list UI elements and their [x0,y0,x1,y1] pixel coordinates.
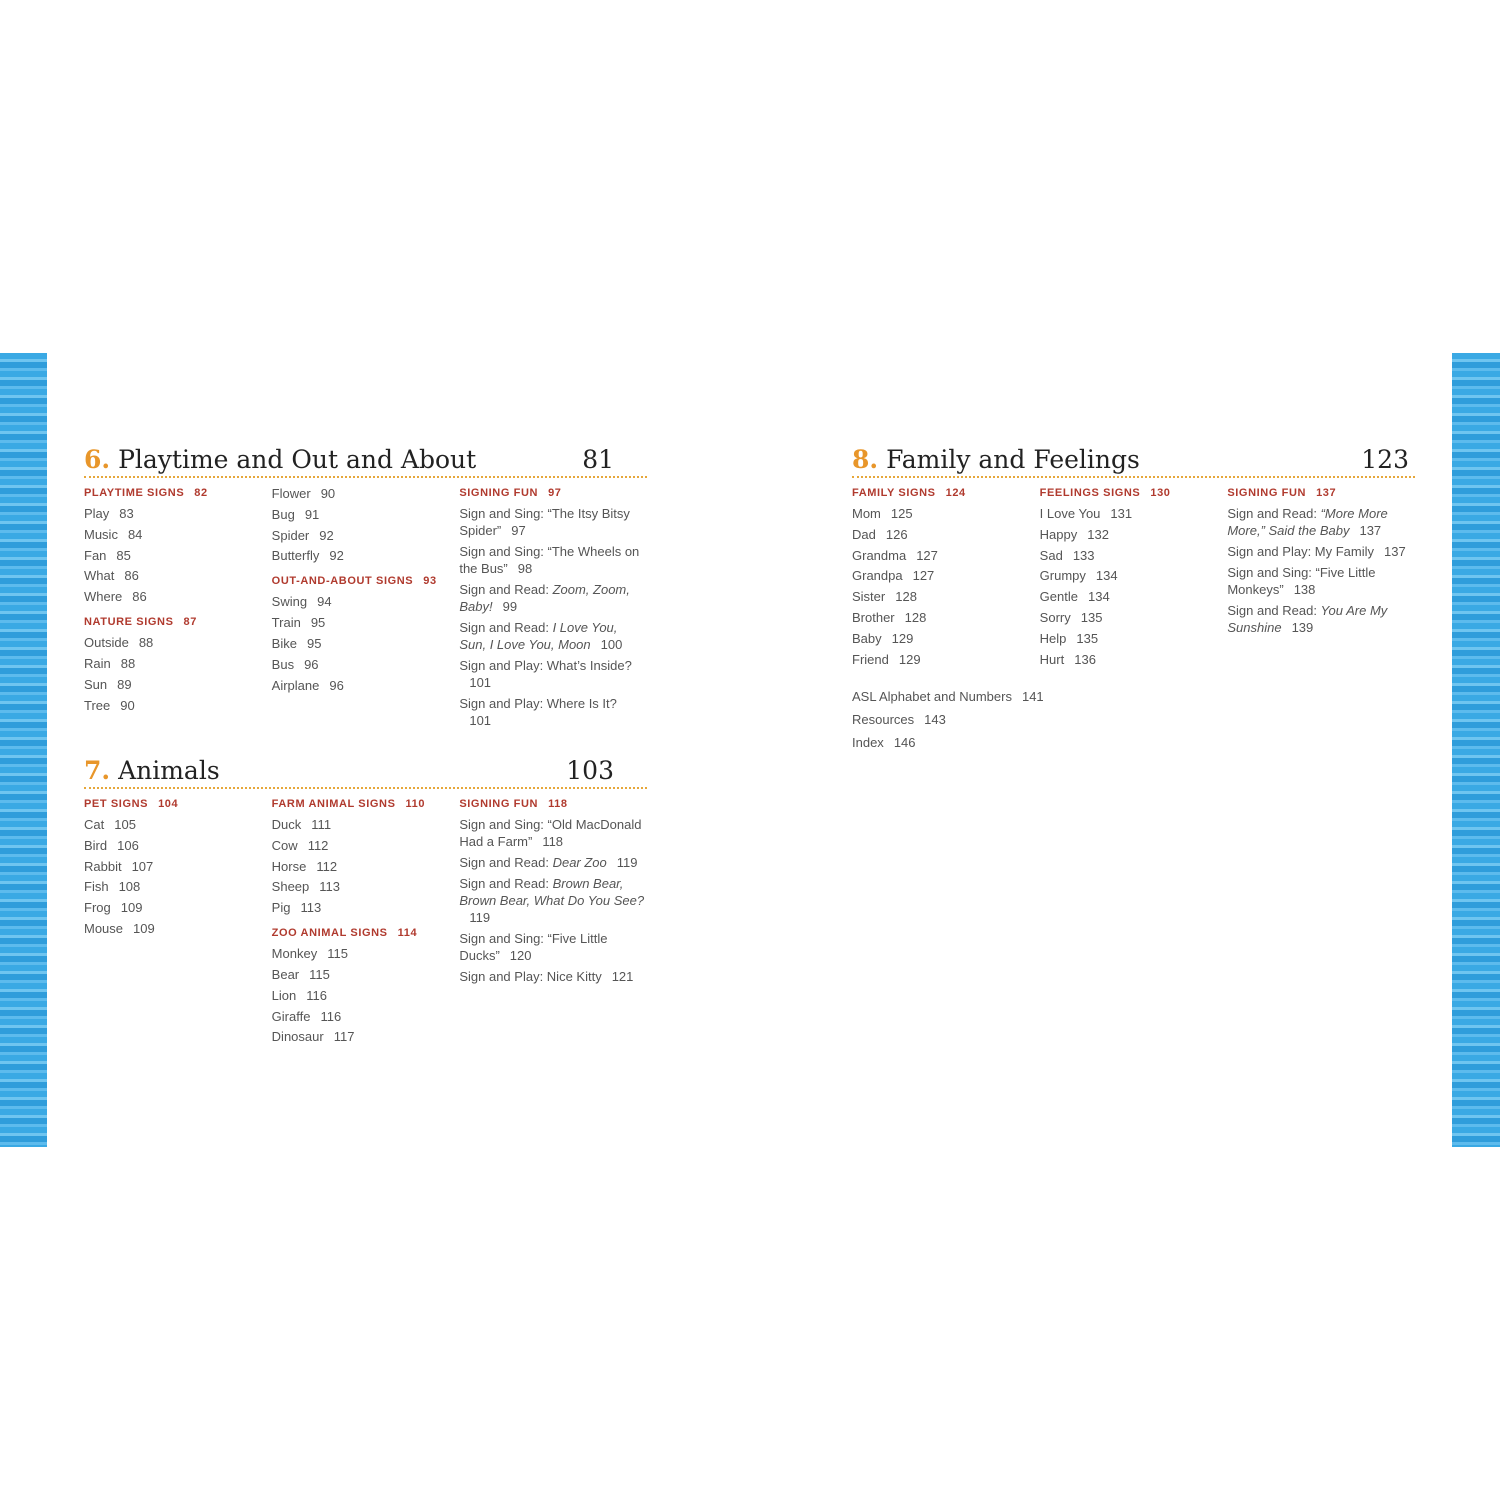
toc-entry[interactable] [272,878,460,895]
section-heading[interactable] [459,486,647,500]
section-heading-page: 97 [548,487,562,499]
toc-entry-title: Grandma [852,547,907,563]
toc-entry-title: Sorry [1039,609,1071,625]
section-heading-text: PET SIGNS [84,798,149,810]
toc-entry[interactable] [1227,543,1415,560]
toc-entry-title: What [84,568,115,584]
toc-column [459,797,647,1055]
toc-entry-page: 116 [306,987,327,1003]
toc-entry-page: 146 [893,735,916,750]
chapter-title [84,758,220,783]
toc-entry-title: Lion [271,987,297,1003]
toc-entry-title: Sign and Read: Zoom, Zoom, Baby! [459,582,630,614]
toc-entry[interactable] [1227,602,1415,636]
toc-entry[interactable] [852,547,1040,564]
toc-entry-page: 113 [300,900,322,916]
toc-entry-title: Tree [84,697,111,713]
toc-entry[interactable] [459,505,647,539]
toc-entry-title: Index [852,735,884,750]
toc-entry[interactable] [272,966,460,983]
toc-section [84,615,272,713]
toc-entry[interactable] [84,878,272,895]
toc-entry[interactable] [852,688,1044,705]
toc-entry-page: 101 [469,713,492,728]
toc-entry[interactable] [84,634,272,651]
toc-entry[interactable] [459,875,647,926]
chapter-header [852,436,1415,478]
toc-entry-page: 91 [304,506,320,522]
toc-entry[interactable] [1040,588,1228,605]
toc-entry[interactable] [1040,547,1228,564]
toc-entry-page: 90 [320,486,336,501]
toc-entry-page: 89 [117,676,132,692]
toc-entry-page: 118 [542,834,564,849]
toc-entry-title: ASL Alphabet and Numbers [852,689,1012,704]
chapter-page: 123 [1361,445,1409,474]
toc-entry-page: 127 [912,568,935,584]
toc-entry[interactable] [272,858,460,875]
toc-section [272,485,460,564]
chapter-columns [84,486,647,739]
toc-entry-title: Sign and Read: I Love You, Sun, I Love You, Moon [459,620,618,652]
toc-entry[interactable] [272,656,460,673]
toc-entry-title: Help [1039,630,1067,646]
toc-entry[interactable] [272,485,460,502]
toc-entry-page: 136 [1074,651,1096,667]
section-heading[interactable] [1227,486,1415,500]
toc-entry-page: 115 [327,946,348,962]
toc-entry-page: 86 [124,568,139,584]
toc-entry-title: I Love You [1039,506,1101,521]
toc-entry-page: 95 [306,635,322,651]
toc-entry-page: 128 [895,589,917,605]
toc-entry[interactable] [459,816,647,850]
toc-entry[interactable] [852,630,1040,647]
toc-entry[interactable] [272,635,460,652]
toc-entry-page: 134 [1095,568,1118,584]
toc-entry-title: Grandpa [852,568,903,584]
toc-entry-page: 116 [320,1008,342,1024]
chapter-number: 8. [852,445,879,474]
toc-entry[interactable] [1040,567,1228,584]
toc-entry-title: Train [271,615,301,631]
chapter-7 [84,747,647,1055]
toc-section [84,486,272,605]
toc-entry-page: 101 [469,675,492,690]
toc-entry-title: Mouse [84,920,124,936]
toc-entry[interactable] [272,987,460,1004]
toc-entry-page: 107 [131,858,154,874]
section-heading-text: FEELINGS SIGNS [1039,487,1141,499]
section-heading-page: 118 [548,798,568,810]
toc-entry-page: 96 [329,677,344,693]
toc-entry-title: Sign and Read: Dear Zoo [459,855,607,870]
toc-entry-page: 131 [1110,506,1133,521]
chapter-8 [852,436,1415,678]
toc-section [459,486,647,729]
toc-entry-page: 128 [904,609,927,625]
toc-entry-title: Sign and Read: You Are My Sunshine [1227,603,1388,635]
chapter-title [84,447,476,472]
section-heading-text: PLAYTIME SIGNS [84,487,185,499]
toc-entry-title: Sign and Sing: “Five Little Monkeys” [1227,565,1376,597]
chapter-title-text: Animals [118,756,220,785]
section-heading[interactable] [272,926,460,940]
toc-entry[interactable] [84,676,272,693]
toc-column [1227,486,1415,678]
section-heading[interactable] [84,486,272,500]
toc-entry[interactable] [84,588,272,605]
section-heading-text: OUT-AND-ABOUT SIGNS [271,575,414,588]
toc-entry-title: Sign and Play: My Family [1227,544,1375,559]
toc-entry[interactable] [84,837,272,854]
toc-section [84,797,272,937]
toc-entry-page: 137 [1384,544,1406,559]
toc-section [459,797,647,985]
toc-entry-page: 135 [1076,630,1099,646]
toc-entry-page: 88 [138,635,154,651]
toc-entry-page: 137 [1359,523,1382,538]
right-blue-stripe [1452,353,1500,1147]
chapter-title-text: Family and Feelings [886,445,1140,474]
toc-entry-title: Butterfly [271,548,320,564]
chapter-header [84,436,647,478]
toc-entry-page: 106 [117,837,139,853]
toc-entry-title: Baby [852,630,882,646]
toc-section [1040,486,1228,668]
toc-entry[interactable] [272,527,460,544]
toc-entry-page: 92 [329,548,344,564]
toc-entry-page: 99 [502,599,518,614]
toc-entry-title: Rain [84,655,111,671]
toc-entry-title: Gentle [1039,589,1078,605]
section-heading-page: 82 [194,487,208,499]
toc-entry[interactable] [272,614,460,631]
toc-entry[interactable] [459,619,647,653]
toc-entry-title: Sign and Sing: “Five Little Ducks” [459,931,608,963]
toc-entry[interactable] [272,593,460,610]
toc-entry-title: Spider [271,527,310,543]
toc-entry-title: Mom [852,506,881,521]
toc-entry-page: 84 [127,526,143,542]
toc-entry[interactable] [84,858,272,875]
section-heading[interactable] [84,615,272,629]
toc-entry-title: Monkey [271,946,318,962]
toc-entry-page: 88 [120,655,136,671]
toc-entry-title: Bus [271,656,295,672]
section-heading-page: 93 [423,575,437,588]
chapter-columns [84,797,647,1055]
toc-entry[interactable] [459,657,647,691]
toc-entry-title: Sign and Play: What’s Inside? [459,658,632,673]
section-heading[interactable] [272,574,460,588]
left-blue-stripe [0,353,47,1147]
chapter-title-text: Playtime and Out and About [118,445,477,474]
toc-entry-title: Airplane [271,677,320,693]
section-heading[interactable] [1040,486,1228,500]
section-heading-text: SIGNING FUN [1227,487,1307,499]
toc-entry-page: 119 [616,855,638,870]
section-heading[interactable] [852,486,1040,500]
toc-entry[interactable] [1040,630,1228,647]
section-heading[interactable] [272,797,460,811]
chapter-page: 81 [582,445,614,474]
toc-column [272,486,460,739]
toc-entry-title: Bird [84,837,108,853]
toc-entry-page: 111 [311,817,332,832]
toc-entry-title: Dinosaur [271,1029,324,1045]
toc-entry[interactable] [272,899,460,916]
section-heading-page: 114 [397,927,418,940]
section-heading-text: SIGNING FUN [459,487,539,499]
toc-entry-page: 109 [120,900,143,916]
toc-entry-page: 134 [1087,589,1110,605]
toc-entry-page: 95 [310,615,326,631]
toc-entry-page: 115 [309,966,330,982]
toc-entry[interactable] [459,695,647,729]
chapter-page: 103 [566,756,614,785]
toc-entry-title: Music [84,526,118,542]
back-matter-list [852,688,1044,757]
toc-section [852,486,1040,668]
toc-entry-title: Sister [852,589,886,605]
toc-entry[interactable] [272,837,460,854]
toc-entry-page: 129 [898,651,921,667]
toc-entry-page: 83 [119,506,134,521]
toc-entry[interactable] [852,734,1044,751]
toc-entry[interactable] [272,1028,460,1045]
toc-entry-title: Sad [1039,547,1063,563]
toc-entry-page: 139 [1291,620,1314,635]
toc-entry-title: Sheep [271,879,310,895]
toc-entry-title: Giraffe [271,1008,311,1024]
toc-column [272,797,460,1055]
toc-entry-title: Brother [852,609,895,625]
toc-section [272,797,460,916]
toc-section [272,574,460,693]
toc-entry-page: 119 [469,910,491,925]
toc-entry[interactable] [852,526,1040,543]
chapter-number: 6. [84,445,111,474]
toc-entry[interactable] [84,899,272,916]
toc-entry[interactable] [84,920,272,937]
toc-entry[interactable] [459,968,647,985]
toc-column [84,486,272,739]
toc-column [84,797,272,1055]
toc-entry-page: 108 [118,879,141,895]
toc-entry-title: Flower [271,486,311,501]
toc-entry-page: 100 [600,637,623,652]
chapter-title [852,447,1140,472]
toc-entry-title: Where [84,589,123,605]
toc-entry-page: 113 [319,879,340,895]
toc-entry-page: 126 [885,526,908,542]
toc-entry-title: Hurt [1039,651,1065,667]
chapter-number: 7. [84,756,111,785]
toc-entry-title: Play [84,506,110,521]
section-heading-text: SIGNING FUN [459,798,539,810]
toc-entry[interactable] [272,547,460,564]
toc-entry[interactable] [852,609,1040,626]
toc-entry[interactable] [852,711,1044,728]
toc-entry-title: Cow [271,837,298,853]
toc-entry-title: Grumpy [1039,568,1086,584]
toc-entry-page: 98 [517,561,533,576]
toc-entry[interactable] [84,816,272,833]
toc-entry-page: 135 [1080,609,1103,625]
section-heading-page: 110 [405,798,426,810]
toc-entry-title: Rabbit [84,858,122,874]
toc-entry[interactable] [84,505,272,522]
toc-entry-title: Outside [84,635,129,651]
toc-entry[interactable] [1040,526,1228,543]
toc-entry[interactable] [459,581,647,615]
toc-column [1040,486,1228,678]
toc-entry-title: Sign and Play: Where Is It? [459,696,617,711]
toc-entry-page: 109 [133,920,155,936]
toc-entry[interactable] [84,547,272,564]
toc-entry-title: Friend [852,651,889,667]
section-heading-page: 87 [183,616,197,629]
toc-entry[interactable] [852,567,1040,584]
section-heading-page: 137 [1316,487,1337,499]
toc-entry-title: Pig [271,900,291,916]
toc-entry-page: 121 [611,969,634,984]
toc-entry-title: Fan [84,547,107,563]
toc-entry-page: 129 [891,630,914,646]
toc-entry-title: Resources [852,712,915,727]
toc-entry-page: 120 [509,948,532,963]
toc-entry-title: Sign and Sing: “The Wheels on the Bus” [459,544,640,576]
toc-entry-title: Dad [852,526,876,542]
toc-entry-title: Sign and Sing: “Old MacDonald Had a Farm” [459,817,642,849]
chapter-columns [852,486,1415,678]
toc-entry[interactable] [272,506,460,523]
section-heading-page: 130 [1150,487,1171,499]
toc-entry[interactable] [84,526,272,543]
toc-entry-title: Bug [271,506,295,522]
toc-entry[interactable] [852,505,1040,522]
toc-entry-page: 92 [319,527,334,543]
toc-entry[interactable] [1040,609,1228,626]
toc-entry[interactable] [1227,505,1415,539]
section-heading-text: ZOO ANIMAL SIGNS [271,927,388,940]
toc-entry[interactable] [1040,651,1228,668]
toc-entry-page: 117 [333,1029,355,1045]
toc-entry[interactable] [1040,505,1228,522]
toc-entry-title: Cat [84,817,105,832]
toc-section [272,926,460,1045]
toc-entry-title: Bike [271,635,297,651]
toc-entry-page: 97 [511,523,526,538]
section-heading[interactable] [459,797,647,811]
toc-entry-page: 86 [132,589,147,605]
toc-entry[interactable] [84,697,272,714]
toc-entry-title: Happy [1039,526,1078,542]
section-heading-page: 104 [158,798,179,810]
toc-entry[interactable] [272,816,460,833]
toc-entry-page: 127 [916,547,938,563]
chapter-6 [84,436,647,739]
toc-entry-title: Horse [271,858,307,874]
toc-entry-page: 85 [116,547,131,563]
toc-entry-title: Sign and Play: Nice Kitty [459,969,602,984]
toc-entry-page: 112 [316,858,338,874]
toc-entry-page: 132 [1087,526,1109,542]
toc-entry-page: 141 [1021,689,1044,704]
toc-entry[interactable] [84,655,272,672]
toc-entry-title: Sun [84,676,108,692]
chapter-header [84,747,647,789]
toc-entry-page: 94 [317,594,332,610]
toc-entry-page: 112 [307,837,329,853]
toc-entry-title: Bear [271,966,300,982]
toc-entry-page: 138 [1293,582,1316,597]
toc-entry[interactable] [272,945,460,962]
section-heading-text: FARM ANIMAL SIGNS [271,798,396,810]
section-heading[interactable] [84,797,272,811]
toc-entry-page: 143 [924,712,946,727]
section-heading-text: NATURE SIGNS [84,616,174,629]
toc-entry[interactable] [459,543,647,577]
toc-entry-page: 125 [890,506,913,521]
section-heading-text: FAMILY SIGNS [852,487,936,499]
toc-entry-title: Swing [271,594,308,610]
toc-entry[interactable] [459,854,647,871]
toc-column [852,486,1040,678]
toc-entry-page: 133 [1072,547,1095,563]
toc-entry-title: Sign and Read: Brown Bear, Brown Bear, What Do You See? [459,876,645,908]
toc-column [459,486,647,739]
toc-entry-title: Sign and Sing: “The Itsy Bitsy Spider” [459,506,630,538]
toc-section [1227,486,1415,636]
toc-entry-title: Frog [84,900,111,916]
toc-entry[interactable] [84,567,272,584]
toc-entry-page: 105 [114,817,136,832]
toc-entry[interactable] [459,930,647,964]
toc-entry-page: 96 [304,656,319,672]
toc-entry[interactable] [1227,564,1415,598]
toc-entry-page: 90 [120,697,135,713]
toc-entry-title: Fish [84,879,109,895]
section-heading-page: 124 [945,487,966,499]
toc-entry-title: Sign and Read: “More More More,” Said the Baby [1227,506,1388,538]
toc-entry[interactable] [852,651,1040,668]
toc-entry[interactable] [852,588,1040,605]
toc-entry[interactable] [272,677,460,694]
toc-entry[interactable] [272,1008,460,1025]
toc-entry-title: Duck [271,817,302,832]
